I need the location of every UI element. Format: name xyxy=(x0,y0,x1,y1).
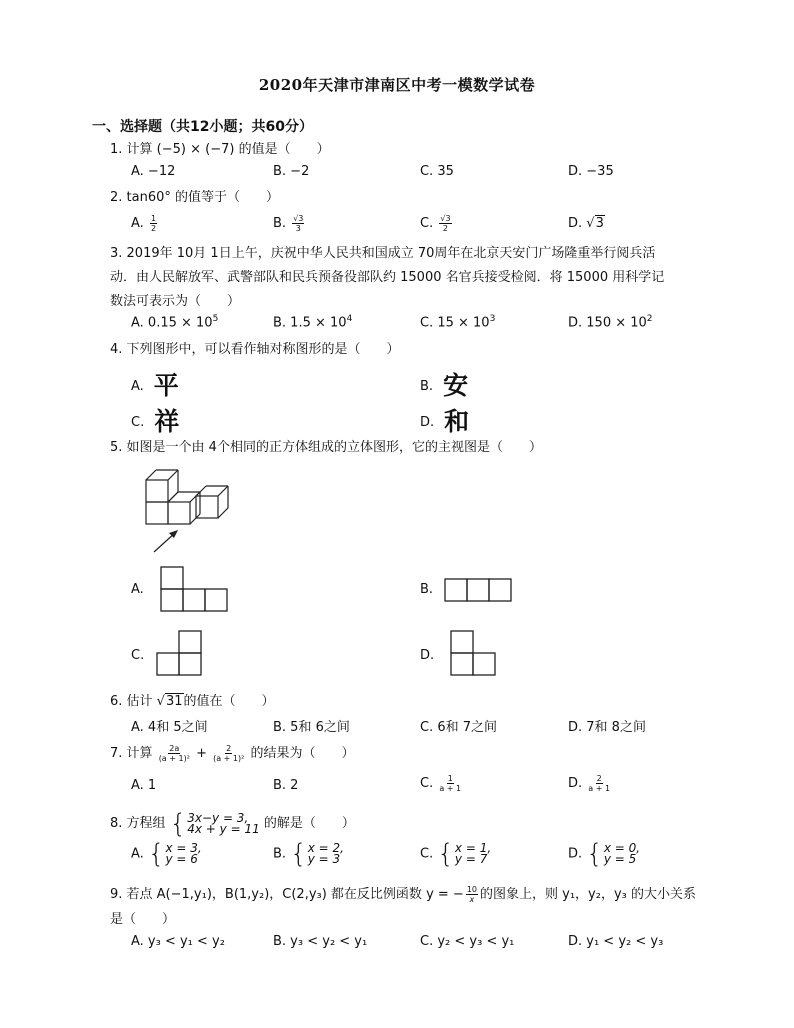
q7-c-label: C. xyxy=(420,776,434,791)
q8-d-system xyxy=(586,839,641,869)
q6-option-a: A. 4和 5之间 xyxy=(131,720,208,735)
q7-f2-den: (a + 1)² xyxy=(213,754,245,763)
q7-fraction-2 xyxy=(213,744,244,763)
q4-option-a xyxy=(131,366,179,402)
q2-option-c xyxy=(420,214,454,233)
q7-c-den: a + 1 xyxy=(439,784,462,793)
q7-d-den: a + 1 xyxy=(588,784,611,793)
q8-stem-pre: 8. 方程组 xyxy=(110,816,166,831)
q8-d-label: D. xyxy=(568,846,583,862)
q8-stem-post: 的解是（ ） xyxy=(263,816,355,831)
question-3-stem xyxy=(110,242,710,314)
q8-a-line-1: x = 3, xyxy=(165,841,202,855)
question-2-stem: 2. tan60° 的值等于（ ） xyxy=(110,190,280,205)
q3-line-2: 动．由人民解放军、武警部队和民兵预备役部队约 15000 名官兵接受检阅．将 15000 用科学记 xyxy=(110,270,665,285)
q2-c-num: √3 xyxy=(440,214,451,223)
q8-c-system xyxy=(437,839,492,869)
q7-c-fraction xyxy=(439,774,461,793)
question-7-stem xyxy=(110,744,355,764)
q4-b-label: B. xyxy=(420,379,434,394)
q5-option-b: B. xyxy=(420,582,434,597)
q8-a-label: A. xyxy=(131,846,144,862)
question-9-line-2: 是（ ） xyxy=(110,912,176,927)
q8-b-system xyxy=(290,839,344,869)
q6-option-c: C. 6和 7之间 xyxy=(420,720,498,735)
q8-option-c xyxy=(420,839,492,869)
q9-line-1-post: 的图象上，则 y₁，y₂，y₃ 的大小关系 xyxy=(480,887,696,902)
q8-eq-1: 3x−y = 3, xyxy=(187,810,249,825)
q7-c-num: 1 xyxy=(447,774,453,783)
q8-eq-2: 4x + y = 11 xyxy=(187,821,260,836)
q1-option-d: D. −35 xyxy=(568,164,614,179)
q8-a-system xyxy=(147,839,202,869)
q8-c-line-1: x = 1, xyxy=(454,841,492,855)
q2-c-label: C. xyxy=(420,216,434,231)
q7-d-label: D. xyxy=(568,776,583,791)
q7-f2-num: 2 xyxy=(226,744,232,753)
q3-line-1: 3. 2019年 10月 1日上午，庆祝中华人民共和国成立 70周年在北京天安门广场隆重举行阅兵活 xyxy=(110,246,656,261)
q8-option-b xyxy=(273,839,344,869)
q1-option-a: A. −12 xyxy=(131,164,176,179)
q9-option-c: C. y₂ < y₃ < y₁ xyxy=(420,934,515,949)
brace-icon: { xyxy=(169,808,187,839)
q8-c-label: C. xyxy=(420,846,434,862)
q1-option-b: B. −2 xyxy=(273,164,310,179)
brace-icon: { xyxy=(586,839,603,869)
q6-option-d: D. 7和 8之间 xyxy=(568,720,646,735)
q6-stem-post: 的值在（ ） xyxy=(183,694,275,709)
q5-a-figure xyxy=(160,566,230,612)
q6-option-b: B. 5和 6之间 xyxy=(273,720,350,735)
brace-icon: { xyxy=(437,839,454,869)
q2-b-num: √3 xyxy=(293,214,304,223)
q7-stem-post: 的结果为（ ） xyxy=(250,746,355,761)
q4-d-label: D. xyxy=(420,415,435,430)
q2-a-fraction xyxy=(150,214,157,233)
q2-b-fraction xyxy=(292,214,304,233)
q4-option-d xyxy=(420,402,469,438)
q6-stem-pre: 6. 估计 √ xyxy=(110,694,165,709)
q4-option-c xyxy=(131,402,179,438)
q2-a-num: 1 xyxy=(150,214,157,223)
q3-a-base: A. 0.15 × 10 xyxy=(131,315,213,331)
q8-b-line-1: x = 2, xyxy=(307,841,344,855)
q2-c-fraction xyxy=(439,214,451,233)
q3-b-base: B. 1.5 × 10 xyxy=(273,315,347,331)
q5-d-figure xyxy=(450,630,498,678)
q7-option-b: B. 2 xyxy=(273,778,299,793)
q3-option-c xyxy=(420,314,495,330)
q3-a-exp: 5 xyxy=(212,314,219,324)
q8-option-a xyxy=(131,839,202,869)
brace-icon: { xyxy=(290,839,307,869)
q4-option-b xyxy=(420,366,468,402)
question-4-stem: 4. 下列图形中，可以看作轴对称图形的是（ ） xyxy=(110,342,400,357)
q2-a-label: A. xyxy=(131,216,144,231)
q2-a-den: 2 xyxy=(150,224,157,233)
q2-option-d xyxy=(568,216,605,231)
q3-c-exp: 3 xyxy=(489,314,496,324)
q2-b-den: 3 xyxy=(295,224,301,233)
q8-b-line-2: y = 3 xyxy=(307,852,341,866)
question-6-stem xyxy=(110,692,275,712)
q5-option-c: C. xyxy=(131,648,145,663)
q3-line-3: 数法可表示为（ ） xyxy=(110,294,241,309)
cube-figure xyxy=(140,466,250,556)
q9-option-d: D. y₁ < y₂ < y₃ xyxy=(568,934,664,949)
q3-d-exp: 2 xyxy=(646,314,653,324)
q4-b-char: 安 xyxy=(443,371,469,400)
q8-option-d xyxy=(568,839,641,869)
q2-d-radicand: 3 xyxy=(595,216,604,231)
q2-c-den: 2 xyxy=(442,224,448,233)
q7-f1-den: (a + 1)² xyxy=(158,754,190,763)
q3-c-base: C. 15 × 10 xyxy=(420,315,490,331)
q5-option-d: D. xyxy=(420,648,435,663)
q2-option-a xyxy=(131,214,159,233)
q9-option-a: A. y₃ < y₁ < y₂ xyxy=(131,934,225,949)
q7-option-c xyxy=(420,774,463,793)
q2-b-label: B. xyxy=(273,216,287,231)
q7-fraction-1 xyxy=(159,744,190,763)
q8-a-line-2: y = 6 xyxy=(165,852,198,866)
q8-d-line-1: x = 0, xyxy=(603,841,641,855)
question-1-stem: 1. 计算 (−5) × (−7) 的值是（ ） xyxy=(110,142,330,157)
q7-option-d xyxy=(568,774,612,793)
q8-b-label: B. xyxy=(273,846,287,862)
q9-fraction xyxy=(466,885,478,904)
q5-c-figure xyxy=(156,630,204,678)
q3-option-b xyxy=(273,314,352,330)
q8-d-line-2: y = 5 xyxy=(603,852,637,866)
question-8-stem xyxy=(110,810,355,838)
q4-c-char: 祥 xyxy=(154,407,180,436)
question-9-line-1 xyxy=(110,882,696,908)
q3-d-base: D. 150 × 10 xyxy=(568,315,647,331)
section-heading: 一、选择题（共12小题；共60分） xyxy=(92,119,313,135)
q9-option-b: B. y₃ < y₂ < y₁ xyxy=(273,934,368,949)
q4-a-label: A. xyxy=(131,379,144,394)
q8-equation-system xyxy=(169,808,260,839)
q9-line-1-pre: 9. 若点 A(−1,y₁)，B(1,y₂)，C(2,y₃) 都在反比例函数 y = − xyxy=(110,887,464,902)
q3-b-exp: 4 xyxy=(346,314,353,324)
q2-option-b xyxy=(273,214,306,233)
q3-option-a xyxy=(131,314,218,330)
q7-plus: + xyxy=(196,746,207,761)
q9-frac-den: x xyxy=(469,895,475,904)
q7-f1-num: 2a xyxy=(169,744,180,753)
q5-option-a: A. xyxy=(131,582,144,597)
q8-c-line-2: y = 7 xyxy=(454,852,488,866)
q3-option-d xyxy=(568,314,653,330)
q5-b-figure xyxy=(444,578,512,602)
q6-radicand: 31 xyxy=(165,694,183,709)
page-title: 2020年天津市津南区中考一模数学试卷 xyxy=(258,76,536,94)
question-5-stem: 5. 如图是一个由 4个相同的正方体组成的立体图形，它的主视图是（ ） xyxy=(110,440,542,455)
q7-d-fraction xyxy=(588,774,610,793)
q4-a-char: 平 xyxy=(153,371,179,400)
q4-d-char: 和 xyxy=(444,407,470,436)
q7-option-a: A. 1 xyxy=(131,778,157,793)
brace-icon: { xyxy=(147,839,165,869)
q7-stem-pre: 7. 计算 xyxy=(110,746,153,761)
q2-d-label: D. √ xyxy=(568,216,595,231)
q9-frac-num: 10 xyxy=(466,885,477,894)
q7-d-num: 2 xyxy=(596,774,602,783)
q1-option-c: C. 35 xyxy=(420,164,454,179)
q4-c-label: C. xyxy=(131,415,145,430)
